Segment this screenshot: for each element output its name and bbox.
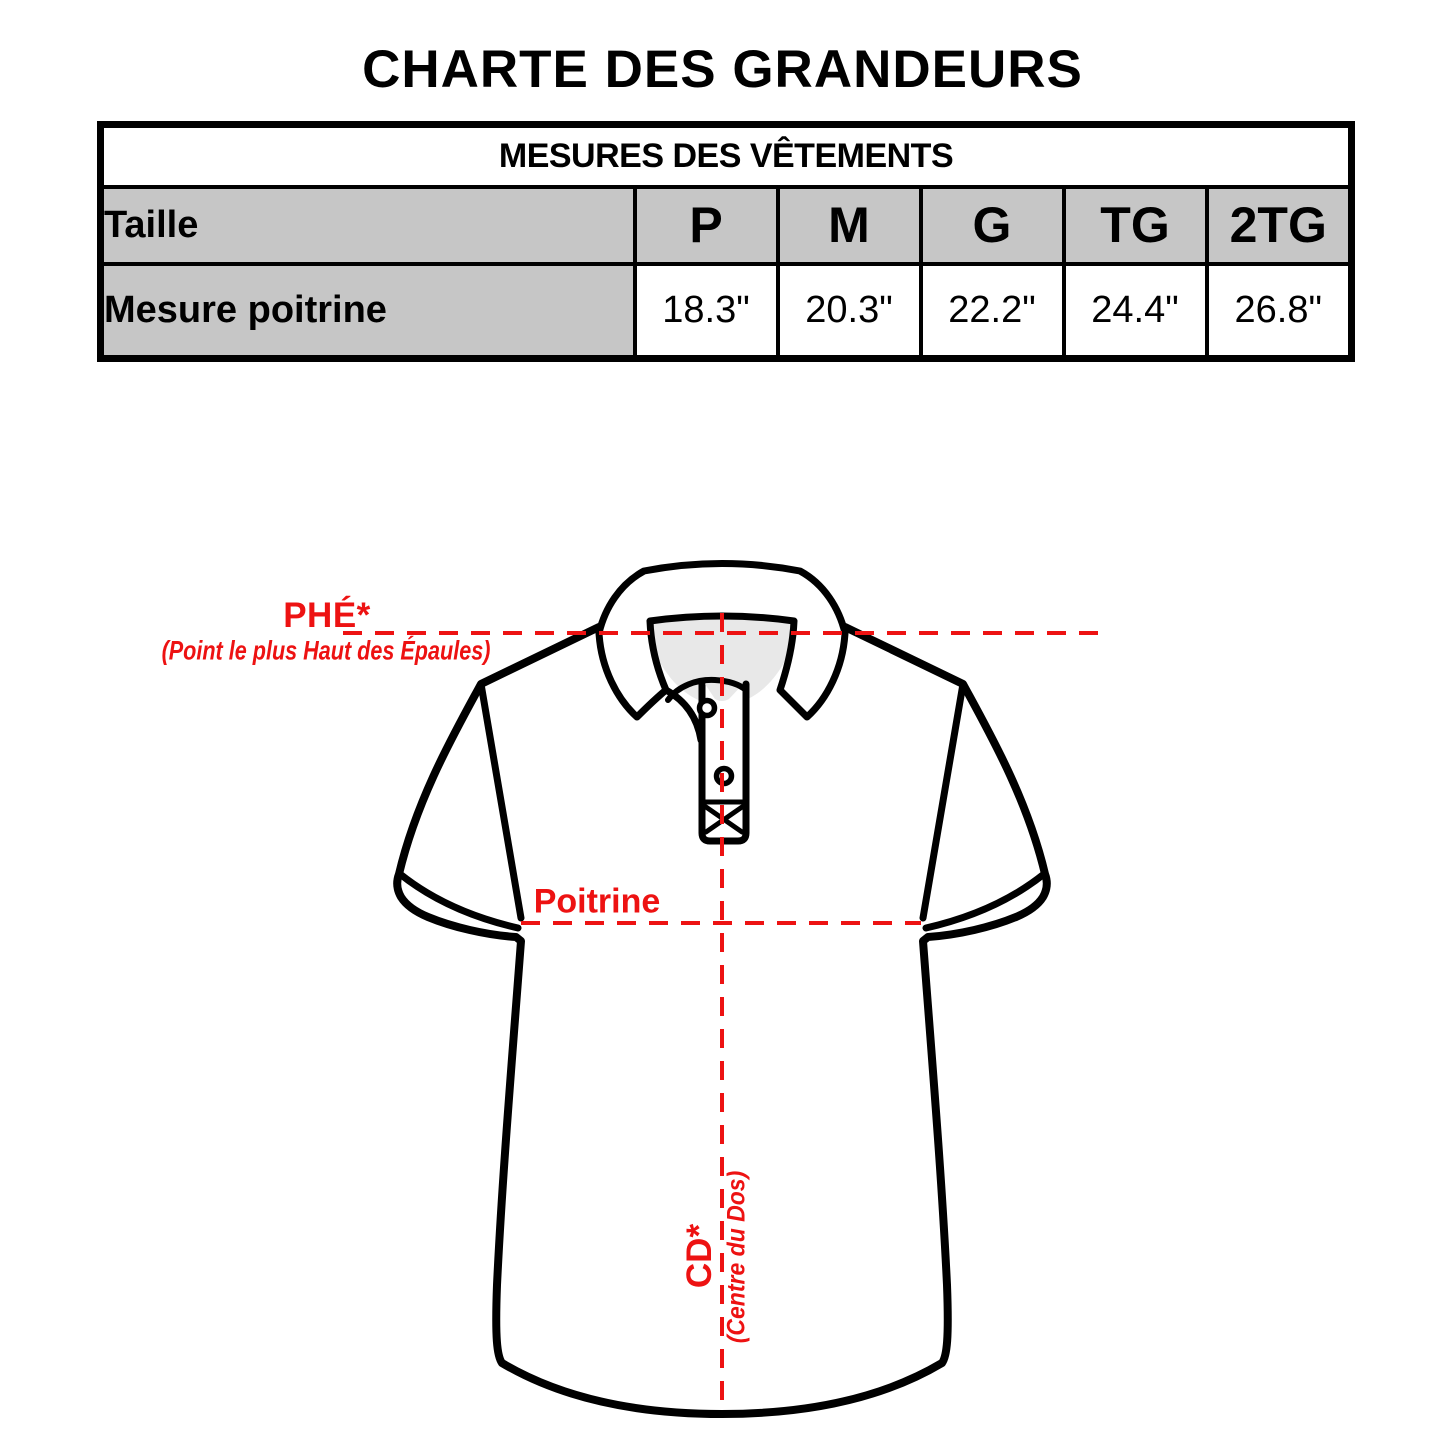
center-back-label: CD* [680, 1223, 719, 1289]
size-row-label: Taille [101, 187, 635, 264]
center-back-note-label: (Centre du Dos) [722, 1170, 751, 1344]
top-button [700, 701, 715, 716]
chest-value-m: 20.3" [778, 264, 921, 359]
chest-value-p: 18.3" [635, 264, 778, 359]
chest-value-g: 22.2" [921, 264, 1064, 359]
size-cell-p: P [635, 187, 778, 264]
chest-label: Poitrine [533, 882, 661, 921]
size-cell-g: G [921, 187, 1064, 264]
phe-note-label: (Point le plus Haut des Épaules) [161, 635, 491, 666]
page-title: CHARTE DES GRANDEURS [362, 40, 1083, 99]
size-cell-m: M [778, 187, 921, 264]
chest-value-tg: 24.4" [1064, 264, 1207, 359]
size-cell-tg: TG [1064, 187, 1207, 264]
table-header: MESURES DES VÊTEMENTS [101, 125, 1352, 187]
chest-row-label: Mesure poitrine [101, 264, 635, 359]
chest-value-2tg: 26.8" [1207, 264, 1352, 359]
phe-label: PHÉ* [283, 596, 371, 635]
size-cell-2tg: 2TG [1207, 187, 1352, 264]
